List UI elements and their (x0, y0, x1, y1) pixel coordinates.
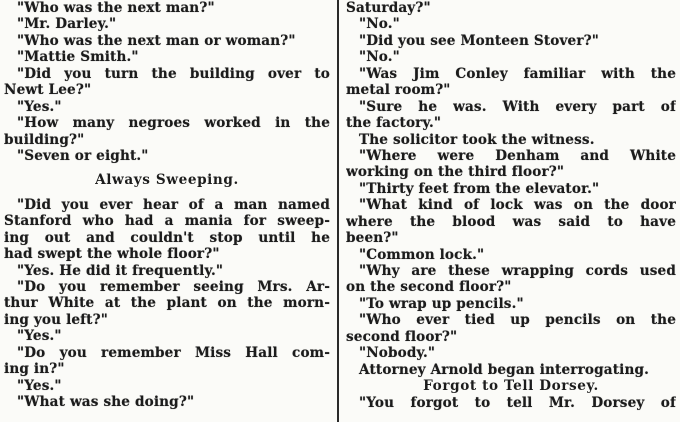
text-line: The solicitor took the witness. (359, 131, 595, 148)
spacer (4, 189, 330, 197)
text-line: "To wrap up pencils." (359, 295, 524, 312)
text-line: "Why are these wrapping cords used (359, 263, 676, 279)
text-line: "Yes." (17, 328, 62, 345)
text-line: ing in?" (4, 361, 65, 378)
text-line: second floor?" (346, 328, 458, 345)
text-line: "Who was the next man or woman?" (17, 32, 296, 49)
text-line: been?" (346, 230, 399, 247)
text-line: "What kind of lock was on the door (359, 197, 676, 214)
text-line: working on the third floor?" (346, 164, 565, 181)
text-line: "Yes." (17, 98, 62, 115)
text-line: "Who ever tied up pencils on the (359, 312, 676, 329)
text-line: "How many negroes worked in the (17, 115, 330, 132)
text-line: had swept the whole floor?" (4, 246, 220, 263)
section-heading-always-sweeping: Always Sweeping. (95, 172, 239, 189)
text-line: Saturday?" (346, 0, 431, 16)
text-line: "Do you remember seeing Mrs. Ar- (17, 279, 330, 295)
text-line: "What was she doing?" (17, 394, 195, 411)
left-column (4, 0, 330, 422)
text-line: the factory." (346, 115, 442, 132)
text-line: metal room?" (346, 82, 451, 99)
text-line: Attorney Arnold began interrogating. (359, 361, 650, 378)
text-line: ing out and couldn't stop until he (4, 229, 330, 246)
text-line: "Do you remember Miss Hall com- (17, 344, 330, 361)
text-line: Newt Lee?" (4, 82, 92, 99)
section-heading-forgot-to-tell-dorsey: Forgot to Tell Dorsey. (423, 378, 599, 395)
text-line: "Seven or eight." (17, 147, 149, 164)
text-line: "Yes. He did it frequently." (17, 262, 224, 279)
text-line: "Sure he was. With every part of (359, 98, 676, 115)
text-line: on the second floor?" (346, 279, 512, 296)
text-line: "You forgot to tell Mr. Dorsey of (359, 394, 676, 411)
text-line: "Nobody." (359, 345, 436, 362)
text-line: "Thirty feet from the elevator." (359, 180, 600, 197)
text-line: "Did you ever hear of a man named (17, 196, 330, 213)
text-line: "Who was the next man?" (17, 0, 215, 16)
text-line: thur White at the plant on the morn- (4, 295, 330, 312)
text-line: "Mr. Darley." (17, 16, 117, 33)
text-line: "Was Jim Conley familiar with the (359, 65, 676, 82)
text-line: "Did you see Monteen Stover?" (359, 32, 599, 49)
text-line: Stanford who had a mania for sweep- (4, 213, 330, 230)
text-line: "Where were Denham and White (359, 147, 676, 164)
text-line: "No." (359, 16, 400, 33)
text-line: "Mattie Smith." (17, 49, 139, 66)
right-column (346, 0, 676, 422)
text-line: where the blood was said to have (346, 213, 676, 230)
text-line: "Did you turn the building over to (17, 65, 330, 82)
spacer (4, 164, 330, 172)
text-line: "No." (359, 49, 400, 66)
column-divider (337, 0, 339, 422)
text-line: "Yes." (17, 377, 62, 394)
text-line: ing you left?" (4, 311, 108, 328)
text-line: "Common lock." (359, 246, 485, 263)
text-line: building?" (4, 131, 85, 148)
